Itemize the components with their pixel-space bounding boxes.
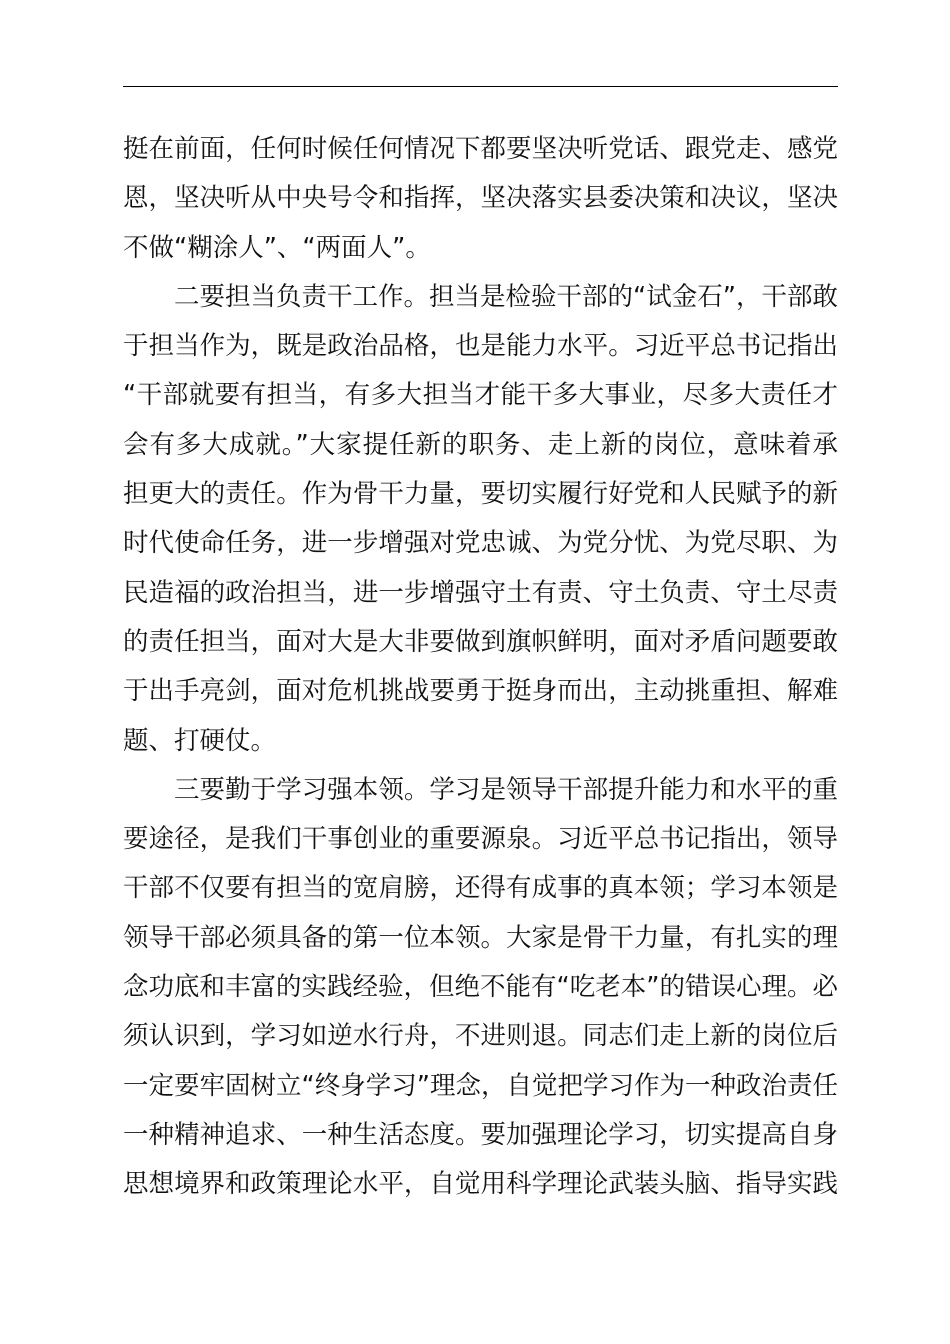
text-line: 一种精神追求、一种生活态度。要加强理论学习，切实提高自身 [123, 1119, 838, 1150]
text-line: 须认识到，学习如逆水行舟，不进则退。同志们走上新的岗位后 [123, 1021, 838, 1052]
text-line: 要途径，是我们干事创业的重要源泉。习近平总书记指出，领导 [123, 824, 838, 855]
text-line: 念功底和丰富的实践经验，但绝不能有“吃老本”的错误心理。必 [123, 972, 838, 1003]
text-line: 会有多大成就。”大家提任新的职务、走上新的岗位，意味着承 [123, 429, 838, 460]
text-line: 的责任担当，面对大是大非要做到旗帜鲜明，面对矛盾问题要敢 [123, 626, 838, 657]
text-line: 于担当作为，既是政治品格，也是能力水平。习近平总书记指出 [123, 331, 838, 362]
text-line: 题、打硬仗。 [123, 725, 277, 756]
text-line: 时代使命任务，进一步增强对党忠诚、为党分忧、为党尽职、为 [123, 528, 838, 559]
text-line: 领导干部必须具备的第一位本领。大家是骨干力量，有扎实的理 [123, 922, 838, 953]
text-line: 挺在前面，任何时候任何情况下都要坚决听党话、跟党走、感党 [123, 134, 838, 164]
text-line: 担更大的责任。作为骨干力量，要切实履行好党和人民赋予的新 [123, 479, 838, 510]
text-line: 于出手亮剑，面对危机挑战要勇于挺身而出，主动挑重担、解难 [123, 676, 838, 707]
body-text [123, 125, 838, 1210]
text-line: 一定要牢固树立“终身学习”理念，自觉把学习作为一种政治责任 [123, 1070, 838, 1101]
text-line: 思想境界和政策理论水平，自觉用科学理论武装头脑、指导实践 [123, 1169, 838, 1200]
text-line: 民造福的政治担当，进一步增强守土有责、守土负责、守土尽责 [123, 577, 838, 608]
header-rule [123, 86, 838, 87]
text-line: 二要担当负责干工作。担当是检验干部的“试金石”，干部敢 [174, 281, 838, 312]
text-line: 干部不仅要有担当的宽肩膀，还得有成事的真本领；学习本领是 [123, 873, 838, 904]
text-line: 三要勤于学习强本领。学习是领导干部提升能力和水平的重 [174, 774, 838, 805]
text-line: “干部就要有担当，有多大担当才能干多大事业，尽多大责任才 [123, 380, 838, 411]
text-line: 恩，坚决听从中央号令和指挥，坚决落实县委决策和决议，坚决 [123, 183, 838, 214]
text-line: 不做“糊涂人”、“两面人”。 [123, 232, 431, 263]
